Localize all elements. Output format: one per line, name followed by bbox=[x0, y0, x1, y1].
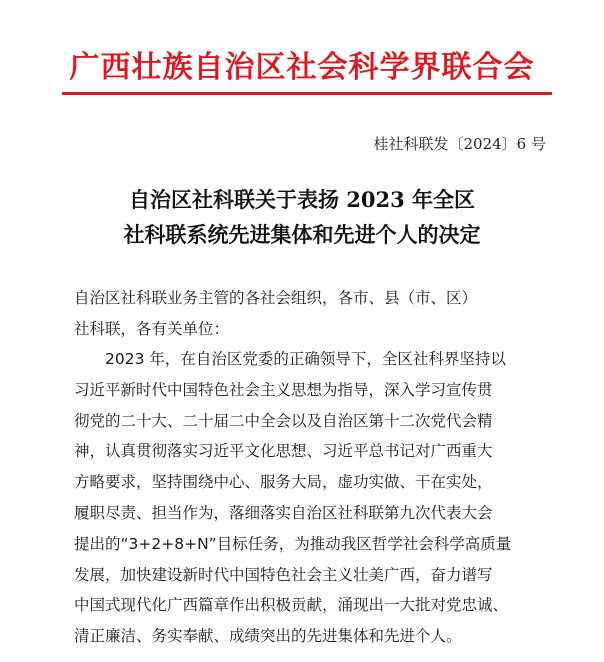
document-title bbox=[0, 182, 604, 252]
salutation bbox=[74, 283, 554, 344]
salutation-line-1: 自治区社科联业务主管的各社会组织，各市、县（市、区） bbox=[74, 289, 478, 307]
title-line-2: 社科联系统先进集体和先进个人的决定 bbox=[123, 222, 481, 247]
body-line-6: 履职尽责、担当作为，落细落实自治区社科联第九次代表大会 bbox=[74, 503, 493, 522]
organization-name: 广西壮族自治区社会科学界联合会 bbox=[69, 50, 535, 85]
salutation-line-2: 社科联，各有关单位： bbox=[74, 319, 230, 338]
body-line-2: 习近平新时代中国特色社会主义思想为指导，深入学习宣传贯 bbox=[74, 380, 493, 399]
title-line-1: 自治区社科联关于表扬 2023 年全区 bbox=[128, 187, 476, 212]
body-line-3: 彻党的二十大、二十届二中全会以及自治区第十二次党代会精 bbox=[74, 411, 493, 430]
document-number: 桂社科联发〔2024〕6 号 bbox=[373, 135, 546, 153]
body-line-7: 提出的“3+2+8+N”目标任务，为推动我区哲学社会科学高质量 bbox=[74, 534, 512, 553]
body-paragraph bbox=[74, 344, 554, 652]
body-line-5: 方略要求，坚持围绕中心、服务大局，虚功实做、干在实处， bbox=[74, 473, 493, 492]
body-line-9: 中国式现代化广西篇章作出积极贡献，涌现出一大批对党忠诚、 bbox=[74, 596, 509, 615]
body-line-8: 发展，加快建设新时代中国特色社会主义壮美广西，奋力谱写 bbox=[74, 565, 493, 584]
red-header-rule bbox=[62, 92, 552, 95]
body-line-1: 2023 年，在自治区党委的正确领导下，全区社科界坚持以 bbox=[105, 350, 506, 368]
body-line-10: 清正廉洁、务实奉献、成绩突出的先进集体和先进个人。 bbox=[74, 627, 462, 646]
body-line-4: 神，认真贯彻落实习近平文化思想、习近平总书记对广西重大 bbox=[74, 442, 493, 461]
